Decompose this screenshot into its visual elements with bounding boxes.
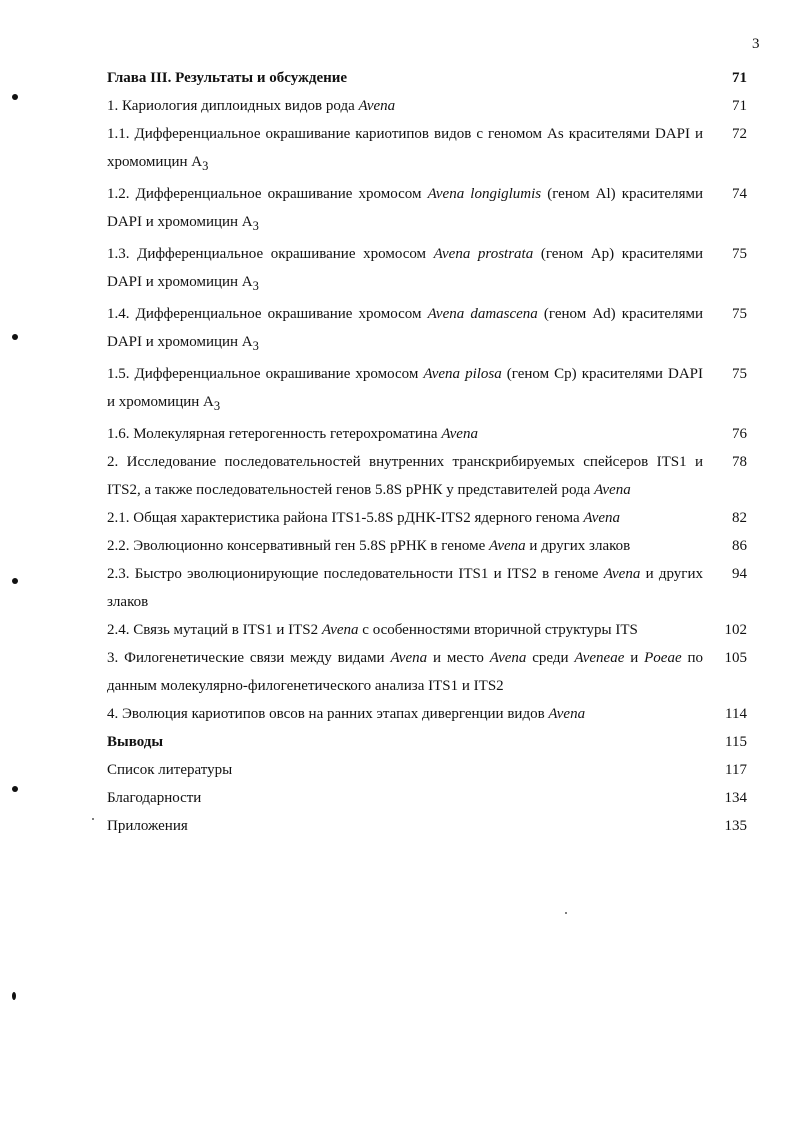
scan-speck [92,818,94,820]
toc-page: 105 [724,650,747,666]
toc-page: 75 [732,306,747,322]
toc-entry [107,532,747,560]
toc-entry [107,120,747,180]
toc-page: 71 [732,70,747,86]
toc-title: 1.4. Дифференциальное окрашивание хромосом Avena damascena (геном Ad) красителями DAPI и хромомицин $A_3$ [107,306,703,353]
toc-title: Приложения [107,818,188,834]
toc-title: 1.6. Молекулярная гетерогенность гетерохроматина Avena [107,426,478,442]
binder-hole-mark [12,578,18,584]
toc-entry [107,756,747,784]
toc-title: 2.3. Быстро эволюционирующие последовательности ITS1 и ITS2 в геноме Avena и других злаков [107,566,703,610]
toc-entry [107,180,747,240]
binder-hole-mark [12,992,16,1000]
page-number: 3 [752,36,760,52]
toc-entry [107,728,747,756]
toc-entry [107,560,747,616]
toc-entry [107,812,747,840]
toc-page: 71 [732,98,747,114]
binder-hole-mark [12,334,18,340]
toc-title: 1.1. Дифференциальное окрашивание кариотипов видов с геномом As красителями DAPI и хромомицин $A_3$ [107,126,703,173]
toc-entry [107,448,747,504]
toc-title: 4. Эволюция кариотипов овсов на ранних этапах дивергенции видов Avena [107,706,586,722]
toc-entry [107,64,747,92]
toc-title: Глава III. Результаты и обсуждение [107,70,348,86]
scan-speck [565,912,567,914]
toc-entry [107,504,747,532]
toc-title: 2.4. Связь мутаций в ITS1 и ITS2 Avena с особенностями вторичной структуры ITS [107,622,638,638]
toc-page: 135 [724,818,747,834]
toc-title: 3. Филогенетические связи между видами Avena и место Avena среди Aveneae и Poeae по данным молекулярно-филогенетического анализа ITS1 и ITS2 [107,650,703,694]
toc-page: 76 [732,426,747,442]
toc-entry [107,644,747,700]
toc-entry [107,240,747,300]
toc-title: 1.2. Дифференциальное окрашивание хромосом Avena longiglumis (геном Al) красителями DAPI и хромомицин $A_3$ [107,186,703,233]
toc-entry [107,700,747,728]
toc-title: 2. Исследование последовательностей внутренних транскрибируемых спейсеров ITS1 и ITS2, а также последовательностей генов 5.8S рРНК у представителей рода Avena [107,454,703,498]
toc-page: 102 [724,622,747,638]
toc-title: 1.5. Дифференциальное окрашивание хромосом Avena pilosa (геном Cp) красителями DAPI и хромомицин $A_3$ [107,366,704,413]
toc-entry [107,360,747,420]
toc-page: 75 [732,246,747,262]
toc-entry [107,420,747,448]
toc-page: 82 [732,510,747,526]
toc-entry [107,784,747,812]
toc-page: 134 [724,790,747,806]
toc-entry [107,92,747,120]
table-of-contents [107,64,747,840]
toc-entry [107,616,747,644]
toc-page: 117 [725,762,747,778]
toc-page: 94 [732,566,747,582]
toc-title: 2.1. Общая характеристика района ITS1-5.8S рДНК-ITS2 ядерного генома Avena [107,510,621,526]
binder-hole-mark [12,94,18,100]
toc-title: 1.3. Дифференциальное окрашивание хромосом Avena prostrata (геном Ap) красителями DAPI и хромомицин $A_3$ [107,246,703,293]
toc-page: 75 [732,366,747,382]
toc-title: 2.2. Эволюционно консервативный ген 5.8S рРНК в геноме Avena и других злаков [107,538,631,554]
toc-page: 86 [732,538,747,554]
binder-hole-mark [12,786,18,792]
toc-entry [107,300,747,360]
toc-title: Выводы [107,734,164,750]
toc-title: 1. Кариология диплоидных видов рода Avena [107,98,396,114]
toc-title: Благодарности [107,790,202,806]
toc-page: 78 [732,454,747,470]
toc-page: 72 [732,126,747,142]
toc-page: 114 [725,706,747,722]
toc-page: 74 [732,186,747,202]
toc-title: Список литературы [107,762,233,778]
toc-page: 115 [725,734,747,750]
